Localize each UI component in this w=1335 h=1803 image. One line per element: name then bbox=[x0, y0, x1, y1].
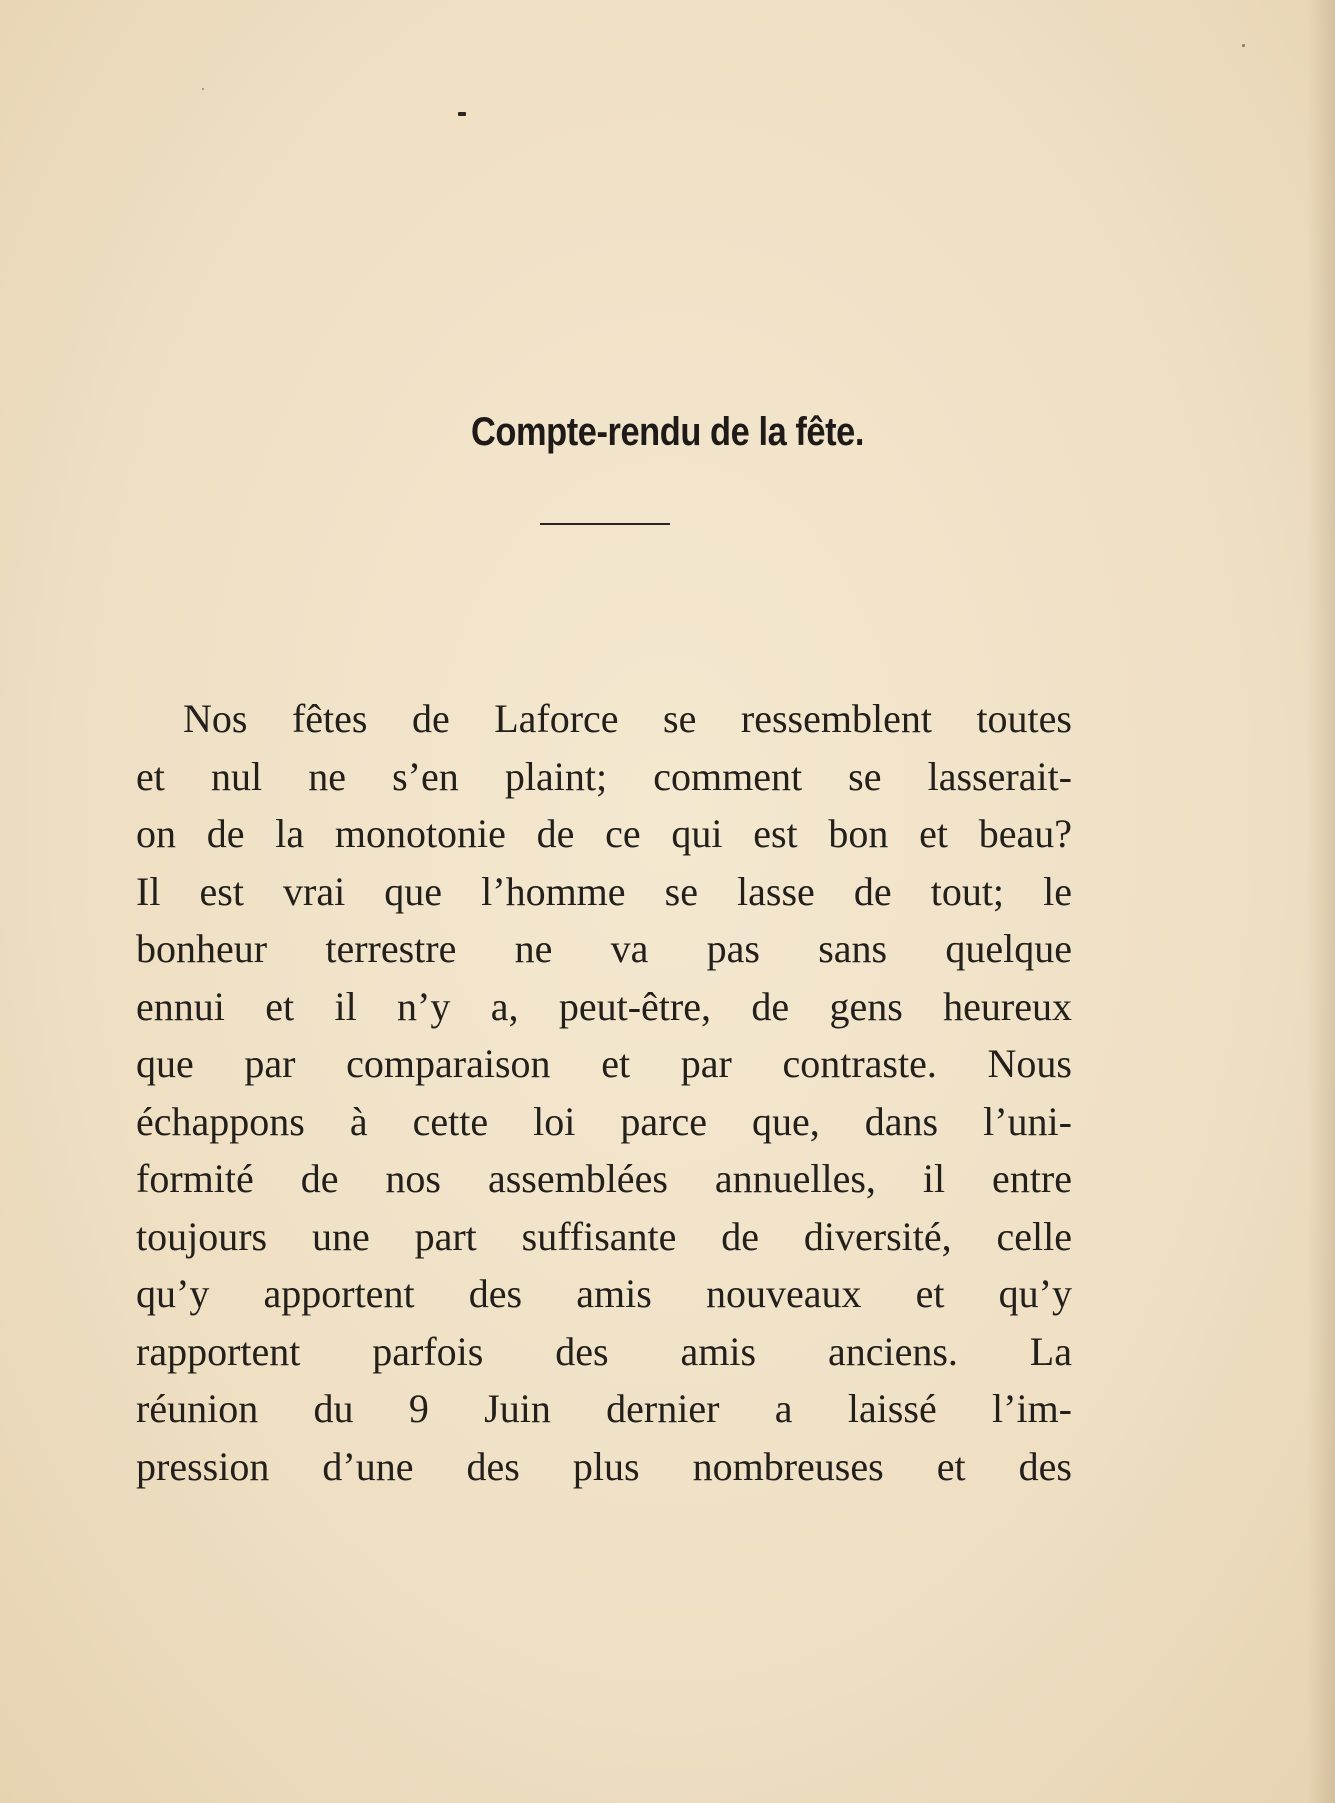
text-line: formité de nos assemblées annuelles, il entre bbox=[136, 1156, 1072, 1201]
ink-speck bbox=[1242, 44, 1245, 47]
ink-speck bbox=[202, 88, 204, 90]
page-title: Compte-rendu de la fête. bbox=[471, 410, 864, 454]
page-edge-shadow bbox=[1307, 0, 1335, 1803]
text-line: toujours une part suffisante de diversité, celle bbox=[136, 1213, 1072, 1259]
text-line: Nos fêtes de Laforce se ressemblent toutes bbox=[183, 696, 1072, 741]
text-line: ennui et il n’y a, peut-être, de gens heureux bbox=[136, 983, 1072, 1029]
text-line: et nul ne s’en plaint; comment se lasserait- bbox=[136, 753, 1072, 799]
text-line: on de la monotonie de ce qui est bon et beau? bbox=[136, 811, 1072, 856]
body-paragraph bbox=[136, 690, 1072, 1495]
title-divider bbox=[540, 523, 670, 525]
text-line: Il est vrai que l’homme se lasse de tout; le bbox=[136, 868, 1072, 914]
text-line: échappons à cette loi parce que, dans l’uni- bbox=[136, 1098, 1072, 1144]
text-line: bonheur terrestre ne va pas sans quelque bbox=[136, 926, 1072, 971]
ink-speck bbox=[458, 112, 466, 116]
text-line: que par comparaison et par contraste. Nous bbox=[136, 1041, 1072, 1086]
text-line: réunion du 9 Juin dernier a laissé l’im- bbox=[136, 1386, 1072, 1431]
text-line: pression d’une des plus nombreuses et des bbox=[136, 1443, 1072, 1489]
text-line: rapportent parfois des amis anciens. La bbox=[136, 1328, 1072, 1374]
text-line: qu’y apportent des amis nouveaux et qu’y bbox=[136, 1271, 1072, 1316]
